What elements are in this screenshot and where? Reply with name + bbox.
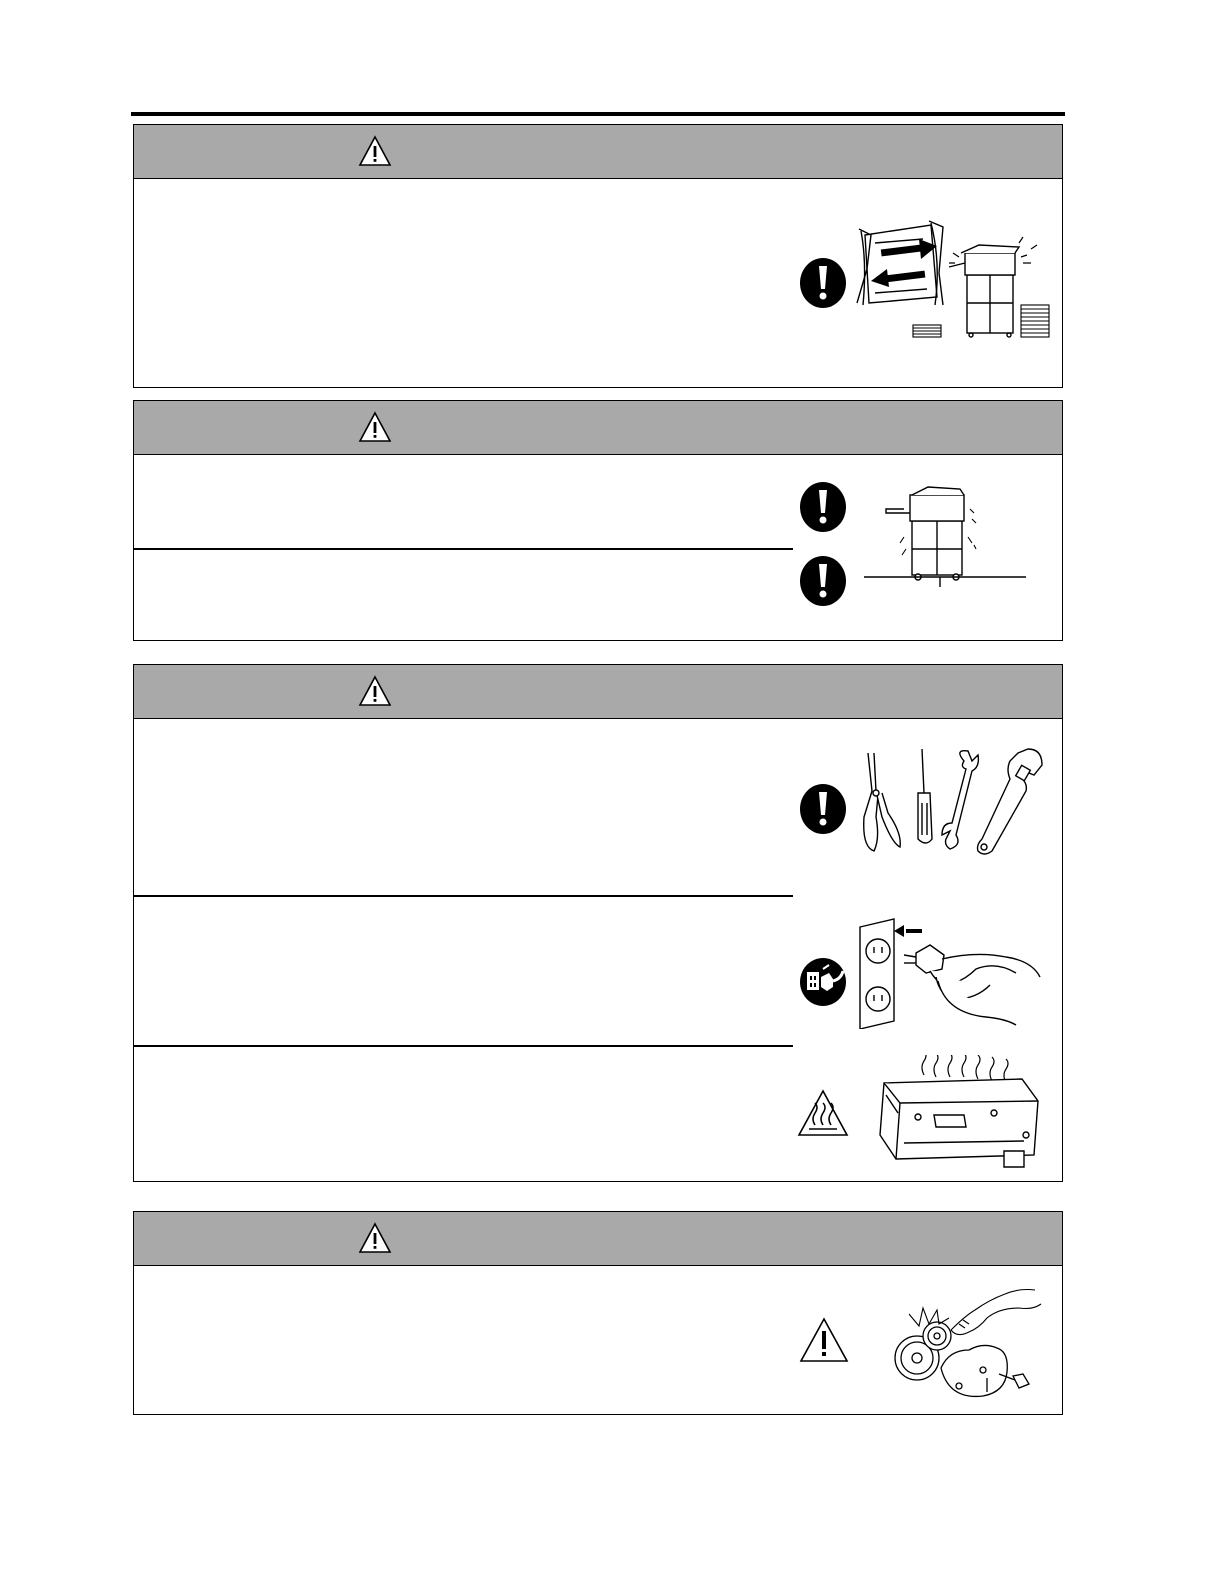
section-2-panel	[133, 400, 1063, 641]
tools-illustration	[856, 747, 1046, 859]
mandatory-action-icon	[799, 481, 847, 533]
caution-icon	[799, 1317, 849, 1363]
section-header	[134, 125, 1062, 179]
warning-triangle-icon	[358, 1222, 392, 1254]
section-4-panel	[133, 1211, 1063, 1415]
unplug-power-cord-illustration	[856, 909, 1041, 1029]
section-header	[134, 665, 1062, 719]
row-divider	[134, 1045, 793, 1047]
mandatory-action-icon	[799, 555, 847, 607]
section-header	[134, 1212, 1062, 1266]
unplug-icon	[799, 957, 847, 1007]
warning-triangle-icon	[358, 411, 392, 443]
section-1-panel	[133, 124, 1063, 388]
gear-pinch-hazard-illustration	[879, 1280, 1044, 1400]
warning-triangle-icon	[358, 675, 392, 707]
top-rule	[131, 112, 1065, 116]
hot-fuser-unit-illustration	[874, 1055, 1044, 1173]
section-header	[134, 401, 1062, 455]
hot-surface-icon	[797, 1089, 849, 1137]
row-divider	[134, 895, 793, 897]
warning-triangle-icon	[358, 135, 392, 167]
row-divider	[134, 548, 793, 550]
mandatory-action-icon	[799, 257, 847, 309]
mandatory-action-icon	[799, 783, 847, 835]
copier-level-floor-illustration	[864, 479, 1029, 589]
section-3-panel	[133, 664, 1063, 1182]
copier-ventilation-illustration	[851, 213, 1051, 345]
